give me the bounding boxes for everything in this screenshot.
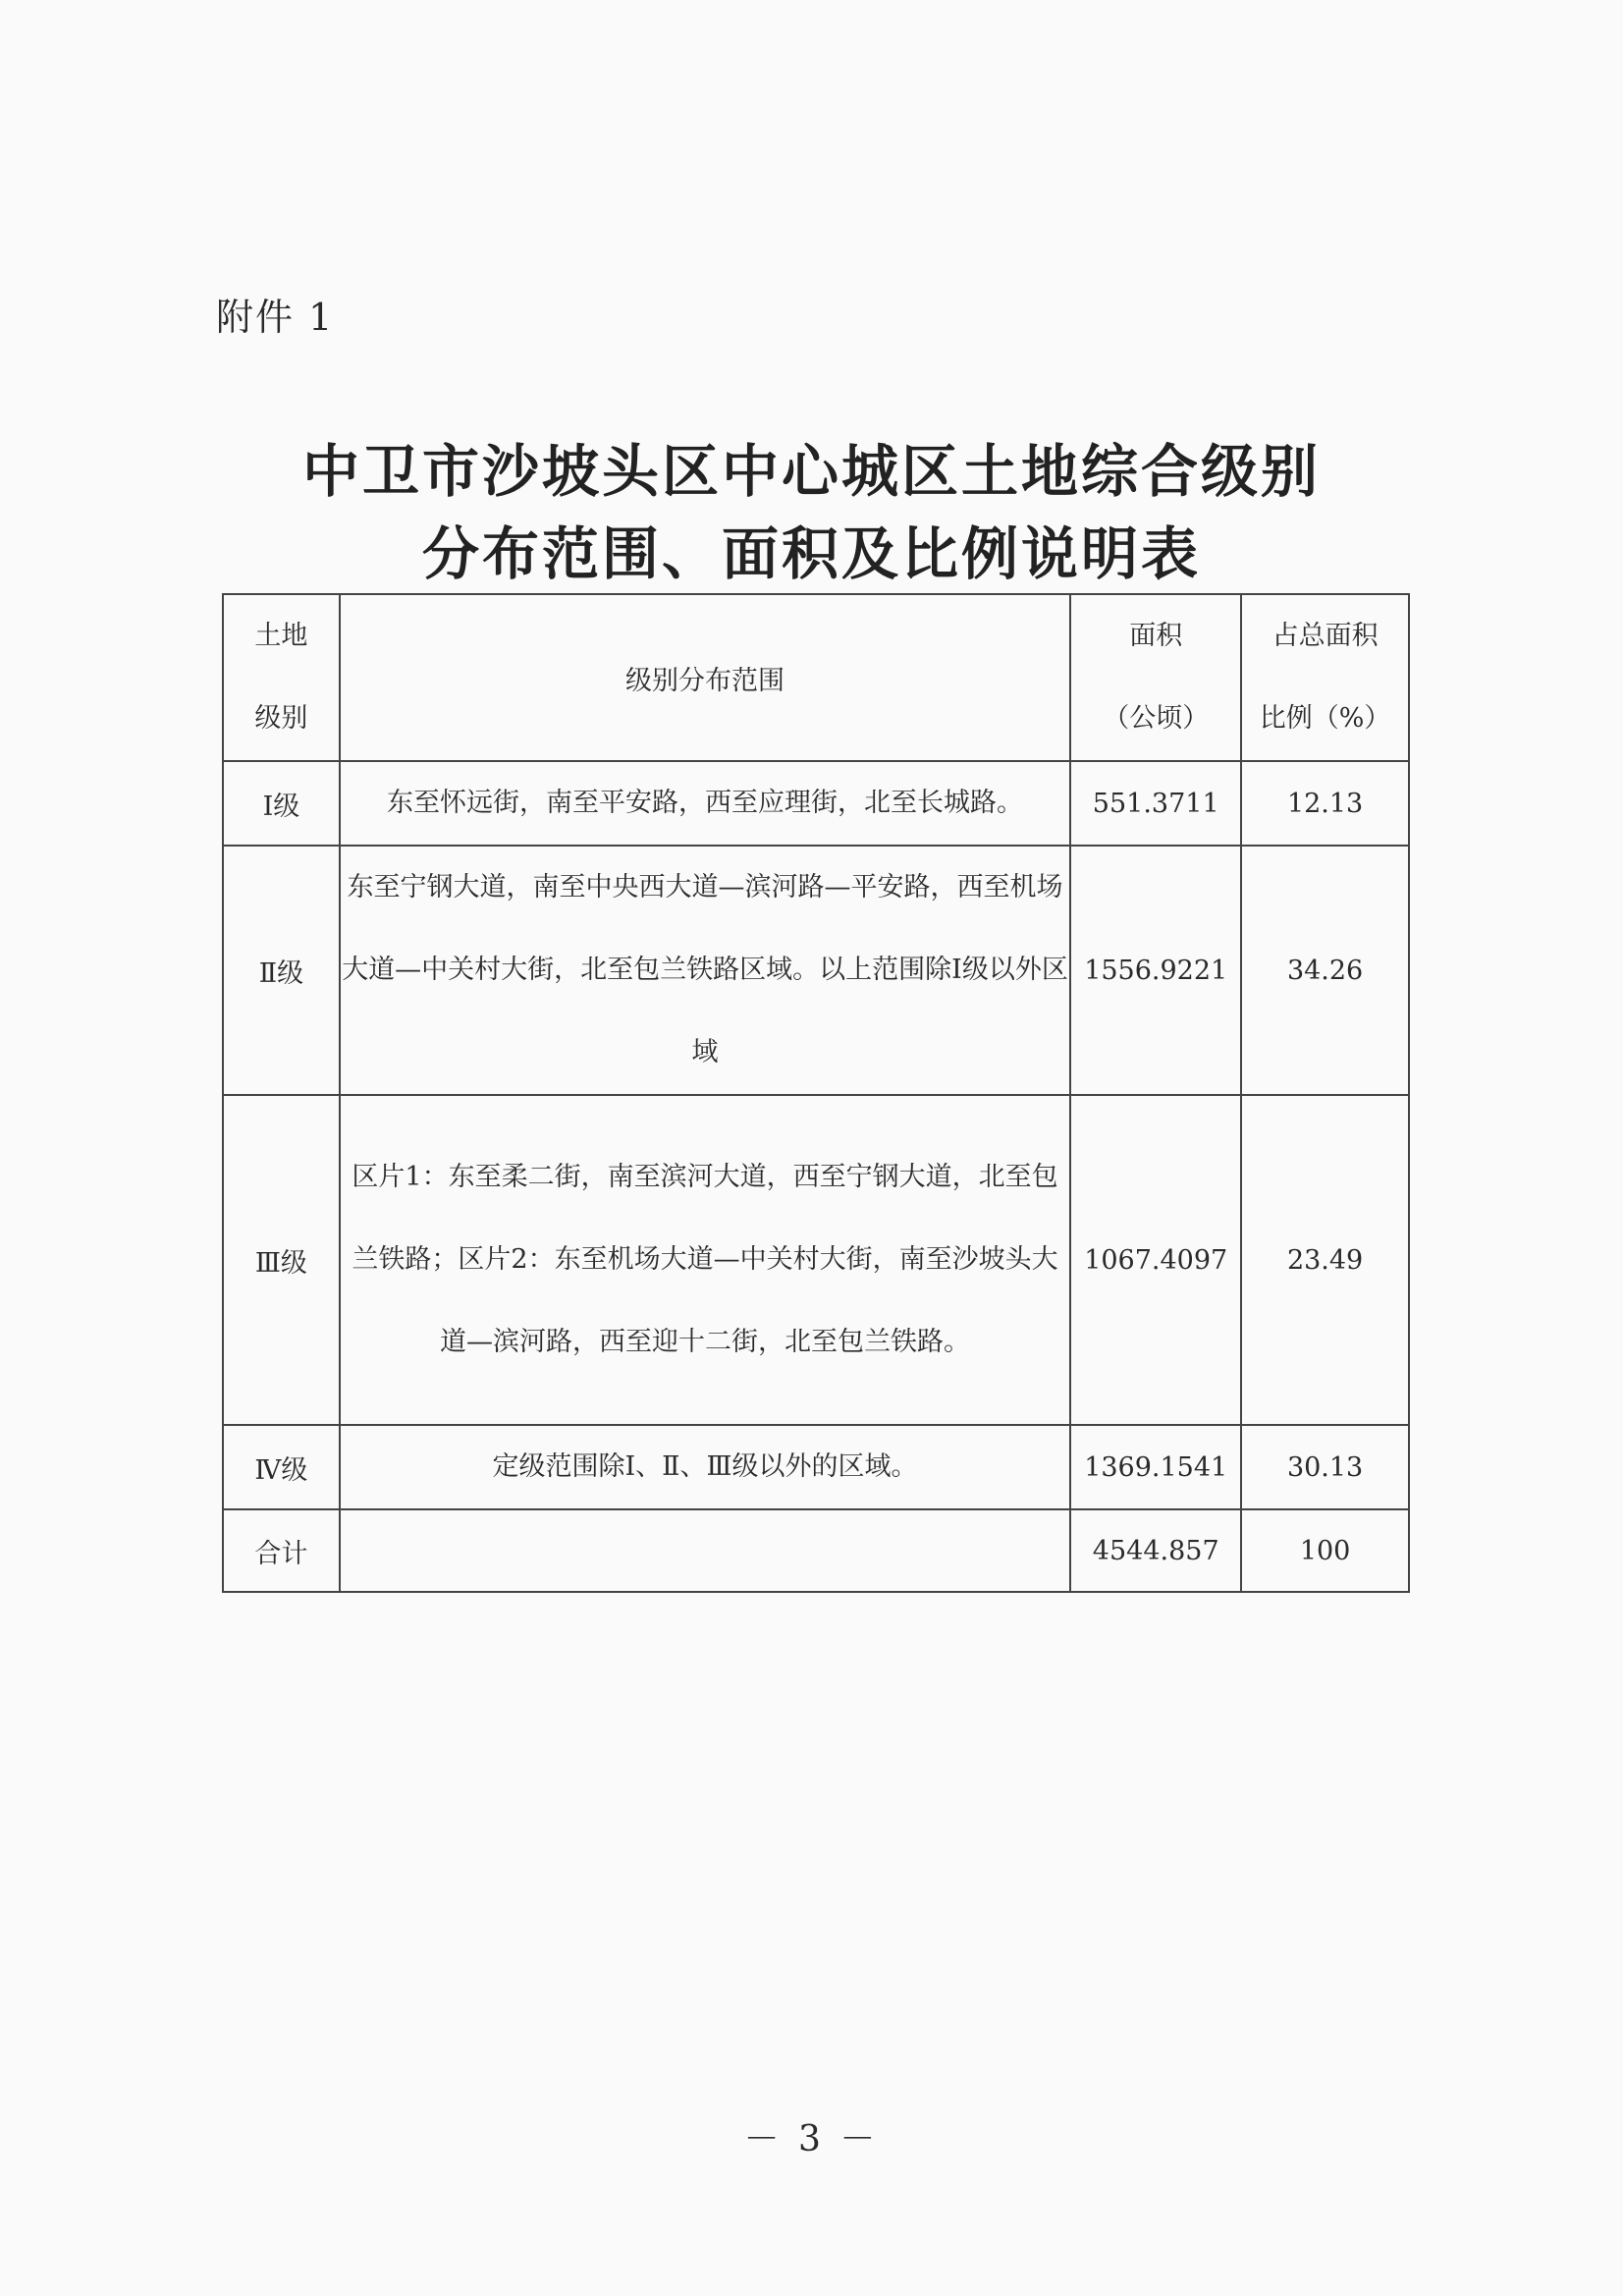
ratio-cell: 34.26 — [1241, 846, 1409, 1095]
ratio-cell: 12.13 — [1241, 761, 1409, 846]
range-cell: 东至宁钢大道，南至中央西大道—滨河路—平安路，西至机场大道—中关村大街，北至包兰铁路区域。以上范围除Ⅰ级以外区域 — [340, 846, 1070, 1095]
document-title — [0, 430, 1623, 595]
total-row — [223, 1509, 1409, 1592]
header-range: 级别分布范围 — [340, 594, 1070, 761]
page-number: － 3 － — [743, 2119, 880, 2159]
table-row — [223, 846, 1409, 1095]
table-row — [223, 761, 1409, 846]
header-area-line-2: （公顷） — [1103, 703, 1210, 734]
header-area — [1070, 594, 1241, 761]
header-ratio-line-1: 占总面积 — [1271, 621, 1379, 651]
title-line-2: 分布范围、面积及比例说明表 — [421, 520, 1201, 587]
header-grade — [223, 594, 340, 761]
grade-cell: Ⅲ级 — [223, 1095, 340, 1425]
header-ratio — [1241, 594, 1409, 761]
area-cell: 1556.9221 — [1070, 846, 1241, 1095]
total-ratio-cell: 100 — [1241, 1509, 1409, 1592]
attachment-label: 附件 1 — [216, 296, 335, 339]
table-header-row — [223, 594, 1409, 761]
title-line-1: 中卫市沙坡头区中心城区土地综合级别 — [301, 438, 1321, 505]
area-cell: 551.3711 — [1070, 761, 1241, 846]
range-cell: 定级范围除Ⅰ、Ⅱ、Ⅲ级以外的区域。 — [340, 1425, 1070, 1509]
total-label-cell: 合计 — [223, 1509, 340, 1592]
grade-cell: Ⅳ级 — [223, 1425, 340, 1509]
header-area-line-1: 面积 — [1129, 621, 1183, 651]
header-grade-line-1: 土地 — [254, 621, 308, 651]
area-cell: 1369.1541 — [1070, 1425, 1241, 1509]
grade-cell: Ⅱ级 — [223, 846, 340, 1095]
range-cell: 区片1：东至柔二街，南至滨河大道，西至宁钢大道，北至包兰铁路；区片2：东至机场大道—中关村大街，南至沙坡头大道—滨河路，西至迎十二街，北至包兰铁路。 — [340, 1095, 1070, 1425]
table-row — [223, 1425, 1409, 1509]
ratio-cell: 23.49 — [1241, 1095, 1409, 1425]
header-ratio-line-2: 比例（%） — [1259, 703, 1391, 734]
range-cell: 东至怀远街，南至平安路，西至应理街，北至长城路。 — [340, 761, 1070, 846]
total-area-cell: 4544.857 — [1070, 1509, 1241, 1592]
table-row — [223, 1095, 1409, 1425]
area-cell: 1067.4097 — [1070, 1095, 1241, 1425]
total-range-cell — [340, 1509, 1070, 1592]
grade-cell: Ⅰ级 — [223, 761, 340, 846]
header-grade-line-2: 级别 — [254, 703, 308, 734]
ratio-cell: 30.13 — [1241, 1425, 1409, 1509]
land-grade-table — [222, 593, 1410, 1593]
